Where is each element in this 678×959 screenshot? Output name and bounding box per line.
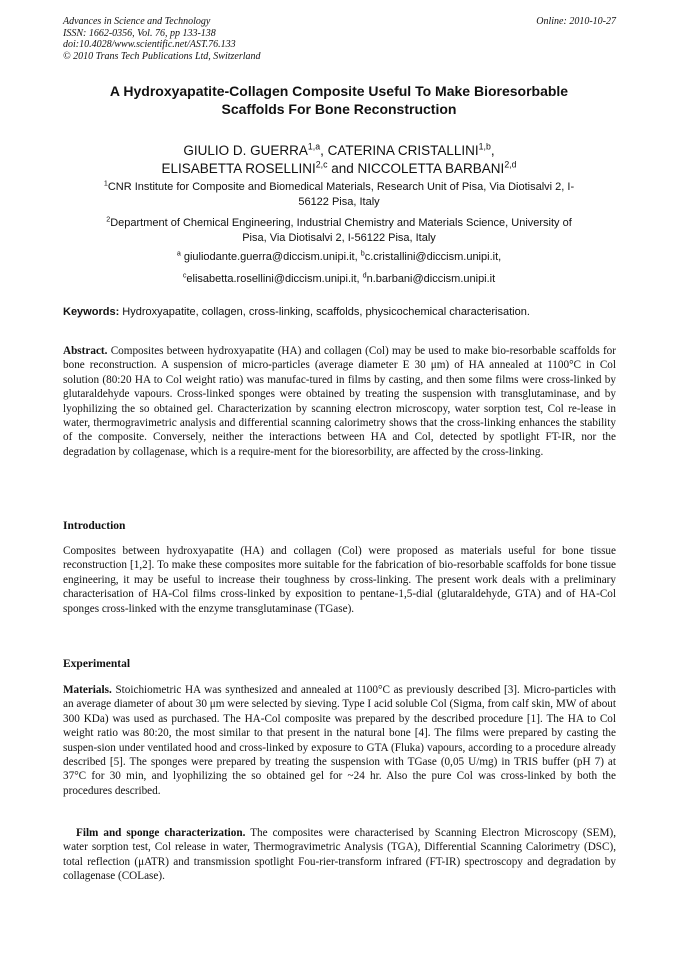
- paper-title-line-1: A Hydroxyapatite-Collagen Composite Useful To Make Bioresorbable: [109, 83, 569, 99]
- materials-text: Stoichiometric HA was synthesized and annealed at 1100°C as previously described [3]. Micro-particles with an average diameter of about 30 μm were selected by sieving. Type I acid soluble Col (Sigma, from calf skin, MW of about 300 KDa) was used as purchased. The HA-Col composite was prepared by the described procedure [1]. The HA to Col weight ratio was 80:20, the most similar to that present in the natural bone [4]. The films were prepared by casting the suspen-sion under ventilated hood and cross-linked by exposure to GTA (Fluka) vapours, according to a procedure already described [5]. The sponges were prepared by treating the suspension with TGase (0,05 U/mg) in TRIS buffer (pH 7) at 37°C for 30 min, and lyophilizing the so obtained gel for ~24 hr. Also the pure Col was cross-linked by both the procedures described.: [63, 684, 616, 797]
- author-separator: and: [327, 161, 358, 176]
- introduction-paragraph: Composites between hydroxyapatite (HA) and collagen (Col) were proposed as materials useful for bone tissue reconstruction [1,2]. To make these composites more suitable for the fabrication of bio-resorbable scaffolds for bone tissue engineering, it may be useful to increase their toughness by cross-linking. The present work deals with a preliminary characterisation of HA-Col films cross-linked by exposition to pentane-1,5-dial (glutaraldehyde, GTA) and of HA-Col sponges cross-linked with the enzyme transglutaminase (TGase).: [63, 545, 616, 615]
- author-line-2: [40, 160, 638, 178]
- affiliation-superscript: 1: [103, 179, 108, 188]
- author-name: NICCOLETTA BARBANI: [357, 161, 505, 176]
- author-name: CATERINA CRISTALLINI: [327, 143, 479, 158]
- email-address: n.barbani@diccism.unipi.it: [366, 273, 496, 285]
- affiliation-1: [66, 180, 612, 210]
- email-address: elisabetta.rosellini@diccism.unipi.it,: [186, 273, 363, 285]
- journal-name: Advances in Science and Technology: [63, 16, 211, 27]
- author-superscript: 2,d: [504, 159, 517, 170]
- affiliation-text: CNR Institute for Composite and Biomedical Materials, Research Unit of Pisa, Via Diotisalvi 2, I-: [107, 181, 575, 193]
- abstract-text: Composites between hydroxyapatite (HA) and collagen (Col) may be used to make bio-resorbable scaffolds for bone reconstruction. A suspension of micro-particles (average diameter E 30 μm) of HA annealed at 1100°C in Col solution (80:20 HA to Col weight ratio) was manufac-tured in films by casting, and then some films were cross-linked by glutaraldehyde vapours. Cross-linked sponges were obtained by treating the suspension with transglutaminase, and by lyophilizing the so obtained gel. Characterization by scanning electron microscopy, water sorption test, Col re-lease in water, thermogravimetric analysis and differential scanning calorimetry shows that the cross-linking enhances the stability of the composite. Conversely, neither the interactions between HA and Col, detected by spotlight FT-IR, nor the degradation by collagenase, which is a require-ment for the bioresorbility, are affected by the cross-linking.: [63, 345, 616, 458]
- author-name: GIULIO D. GUERRA: [183, 143, 308, 158]
- author-superscript: 1,b: [478, 141, 491, 152]
- email-superscript: b: [360, 249, 365, 258]
- affiliation-superscript: 2: [106, 215, 111, 224]
- online-date: Online: 2010-10-27: [536, 16, 616, 27]
- film-characterization-paragraph: [63, 826, 616, 884]
- keywords-text: Hydroxyapatite, collagen, cross-linking, scaffolds, physicochemical characterisation.: [119, 306, 530, 318]
- materials-paragraph: [63, 683, 616, 798]
- author-superscript: 2,c: [315, 159, 328, 170]
- journal-header: [63, 16, 616, 62]
- section-heading-experimental: Experimental: [63, 658, 131, 670]
- paper-title: [40, 82, 638, 118]
- email-line-2: [66, 272, 612, 286]
- affiliation-text: Department of Chemical Engineering, Industrial Chemistry and Materials Science, University of: [110, 217, 572, 229]
- affiliation-text: Pisa, Via Diotisalvi 2, I-56122 Pisa, Italy: [242, 232, 436, 244]
- author-separator: ,: [490, 143, 495, 158]
- abstract-label: Abstract.: [63, 345, 108, 357]
- keywords: [63, 305, 616, 319]
- affiliation-text: 56122 Pisa, Italy: [298, 196, 380, 208]
- email-address: giuliodante.guerra@diccism.unipi.it,: [180, 251, 361, 263]
- email-superscript: a: [176, 249, 181, 258]
- journal-copyright: © 2010 Trans Tech Publications Ltd, Switzerland: [63, 50, 261, 62]
- film-label: Film and sponge characterization.: [76, 827, 246, 839]
- affiliation-line: [66, 216, 612, 231]
- film-text: The composites were characterised by Scanning Electron Microscopy (SEM), water sorption test, Col release in water, Thermogravimetric Analysis (TGA), Differential Scanning Calorimetry (DSC), total reflection (μATR) and transmission spotlight Fou-rier-transform infrared (FT-IR) spectroscopy and degradation by collagenase (COLase).: [63, 827, 616, 883]
- keywords-label: Keywords:: [63, 306, 120, 318]
- author-separator: ,: [320, 143, 328, 158]
- author-name: ELISABETTA ROSELLINI: [161, 161, 316, 176]
- email-address: c.cristallini@diccism.unipi.it,: [364, 251, 502, 263]
- email-superscript: d: [362, 271, 367, 280]
- author-line-1: [40, 142, 638, 160]
- journal-issn: ISSN: 1662-0356, Vol. 76, pp 133-138: [63, 27, 216, 39]
- paper-title-line-2: Scaffolds For Bone Reconstruction: [221, 101, 457, 117]
- email-superscript: c: [182, 271, 187, 280]
- section-heading-introduction: Introduction: [63, 520, 126, 532]
- affiliation-2: [66, 216, 612, 246]
- email-line-1: [66, 250, 612, 264]
- materials-label: Materials.: [63, 684, 112, 696]
- affiliation-line: [66, 180, 612, 195]
- abstract: [63, 344, 616, 459]
- author-superscript: 1,a: [307, 141, 321, 152]
- author-list: [40, 142, 638, 178]
- journal-doi: doi:10.4028/www.scientific.net/AST.76.133: [63, 39, 236, 50]
